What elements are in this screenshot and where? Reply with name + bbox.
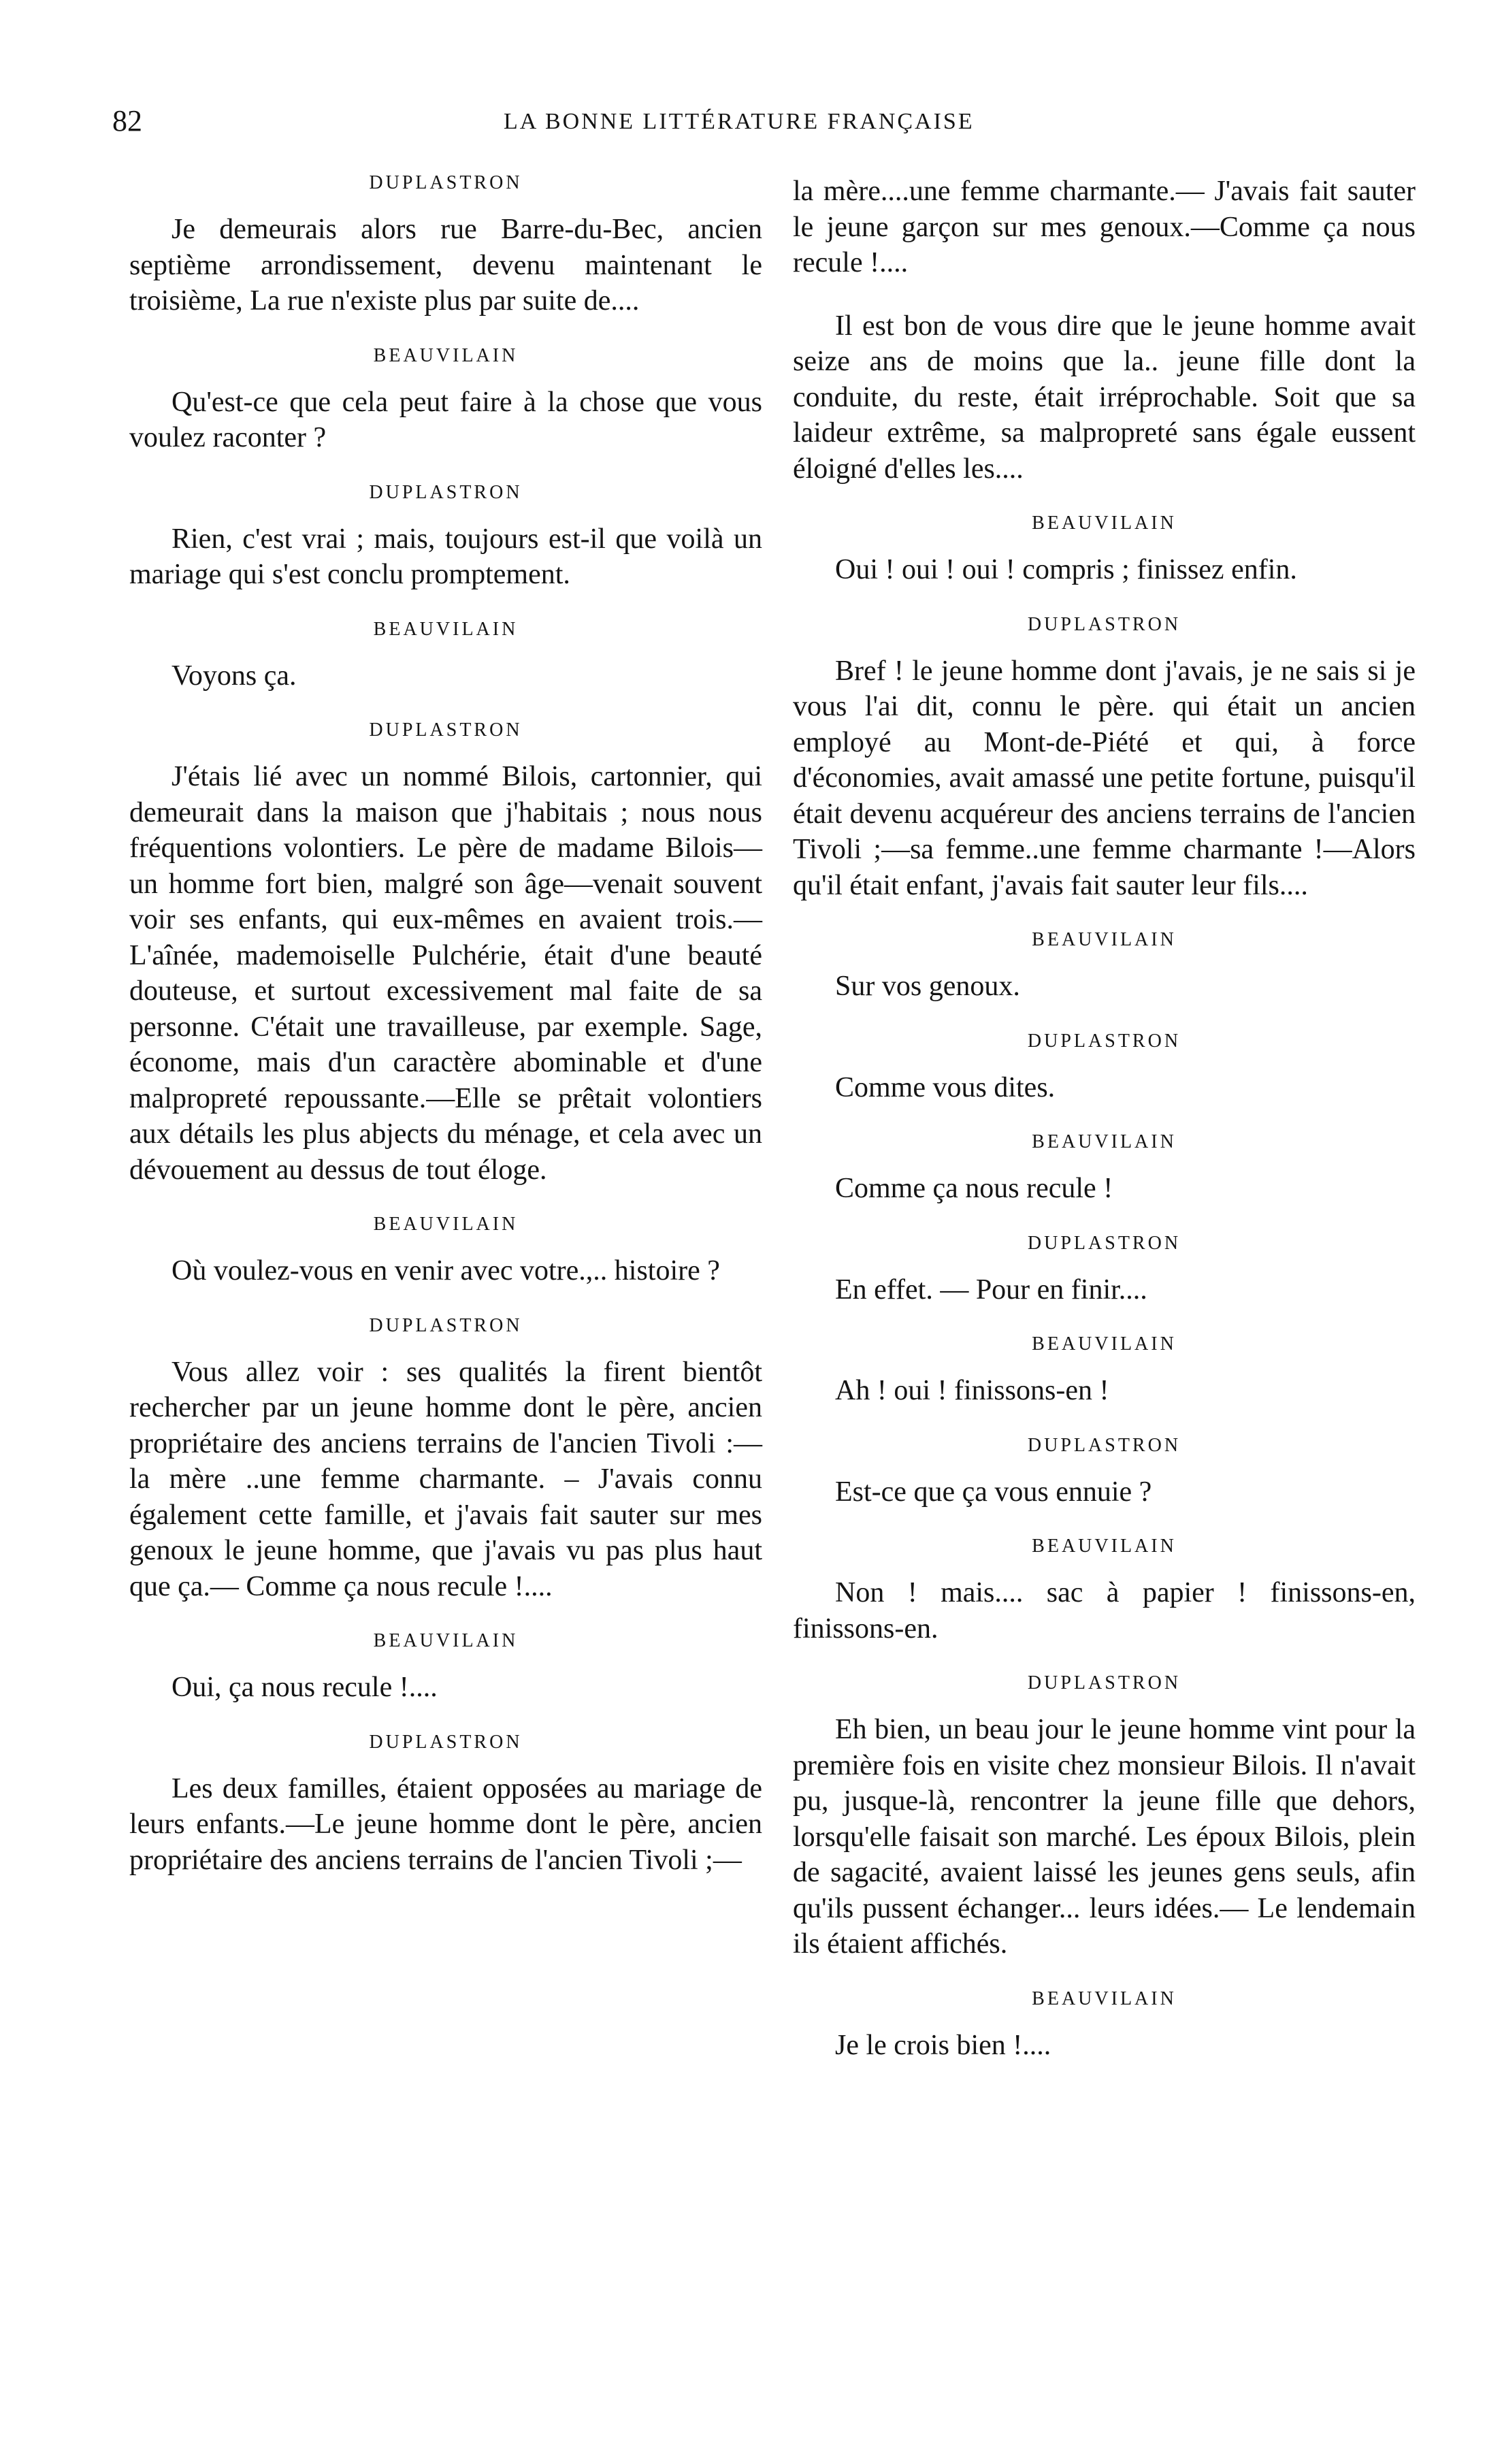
speaker-name: BEAUVILAIN xyxy=(373,1630,519,1651)
dialogue-paragraph: Eh bien, un beau jour le jeune homme vint pour la première fois en visite chez monsieur Bilois. Il n'avait pu, jusque-là, rencontrer la jeune fille que dehors, lorsqu'elle faisait son marché. Les époux Bilois, plein de sagacité, avaient laissé les jeunes gens seuls, afin qu'ils pussent échanger... leurs idées.— Le lendemain ils étaient affichés. xyxy=(793,1714,1416,1960)
speaker-name: DUPLASTRON xyxy=(369,1731,523,1753)
dialogue-paragraph: Vous allez voir : ses qualités la firent bientôt rechercher par un jeune homme dont le père, ancien propriétaire des anciens terrains de l'ancien Tivoli :—la mère ..une femme charmante. – J'avais connu également cette famille, et j'avais fait sauter sur mes genoux le jeune homme, que j'avais vu pas plus haut que ça.— Comme ça nous recule !.... xyxy=(129,1356,762,1602)
dialogue-paragraph: Comme ça nous recule ! xyxy=(835,1173,1113,1204)
speaker-name: BEAUVILAIN xyxy=(373,618,519,640)
dialogue-paragraph: Qu'est-ce que cela peut faire à la chose que vous voulez raconter ? xyxy=(129,386,762,453)
speaker-name: BEAUVILAIN xyxy=(1032,513,1177,534)
dialogue-paragraph: Bref ! le jeune homme dont j'avais, je ne sais si je vous l'ai dit, connu le père. qui était un ancien employé au Mont-de-Piété et qui, à force d'économies, avait amassé une petite fortune, puisqu'il était devenu acquéreur des anciens terrains de l'ancien Tivoli ;—sa femme..une femme charmante !—Alors qu'il était enfant, j'avais fait sauter leur fils.... xyxy=(793,655,1416,901)
dialogue-paragraph: Sur vos genoux. xyxy=(835,971,1020,1002)
dialogue-paragraph: Rien, c'est vrai ; mais, toujours est-il que voilà un mariage qui s'est conclu promptement. xyxy=(129,523,762,590)
speaker-name: BEAUVILAIN xyxy=(1032,1988,1177,2009)
speaker-name: DUPLASTRON xyxy=(369,481,523,503)
speaker-name: BEAUVILAIN xyxy=(1032,1536,1177,1557)
dialogue-paragraph: Je demeurais alors rue Barre-du-Bec, ancien septième arrondissement, devenu maintenant le troisième, La rue n'existe plus par suite de.... xyxy=(129,214,762,317)
speaker-name: BEAUVILAIN xyxy=(1032,1333,1177,1355)
speaker-name: BEAUVILAIN xyxy=(1032,929,1177,950)
speaker-name: DUPLASTRON xyxy=(369,719,523,741)
speaker-name: DUPLASTRON xyxy=(1027,613,1181,635)
speaker-name: DUPLASTRON xyxy=(1027,1672,1181,1693)
speaker-name: DUPLASTRON xyxy=(369,172,523,193)
speaker-name: DUPLASTRON xyxy=(369,1314,523,1336)
dialogue-paragraph: Voyons ça. xyxy=(172,660,297,692)
dialogue-paragraph: En effet. — Pour en finir.... xyxy=(835,1274,1147,1306)
dialogue-paragraph: Non ! mais.... sac à papier ! finissons-en, finissons-en. xyxy=(793,1577,1416,1644)
dialogue-paragraph: Où voulez-vous en venir avec votre.,.. histoire ? xyxy=(172,1255,720,1286)
dialogue-paragraph: Comme vous dites. xyxy=(835,1071,1056,1103)
speaker-name: DUPLASTRON xyxy=(1027,1434,1181,1456)
left-column xyxy=(129,174,762,1905)
dialogue-paragraph: Oui ! oui ! oui ! compris ; finissez enfin. xyxy=(835,554,1297,585)
speaker-name: BEAUVILAIN xyxy=(373,344,519,366)
right-column xyxy=(793,174,1416,2090)
speaker-name: DUPLASTRON xyxy=(1027,1030,1181,1052)
dialogue-paragraph: Est-ce que ça vous ennuie ? xyxy=(835,1476,1152,1508)
speaker-name: BEAUVILAIN xyxy=(373,1214,519,1235)
dialogue-paragraph: Je le crois bien !.... xyxy=(835,2029,1051,2061)
page-number: 82 xyxy=(112,104,142,137)
dialogue-paragraph: Ah ! oui ! finissons-en ! xyxy=(835,1375,1109,1406)
dialogue-paragraph: Les deux familles, étaient opposées au mariage de leurs enfants.—Le jeune homme dont le père, ancien propriétaire des anciens terrains de l'ancien Tivoli ;— xyxy=(129,1772,762,1876)
dialogue-paragraph: J'étais lié avec un nommé Bilois, cartonnier, qui demeurait dans la maison que j'habitais ; nous nous fréquentions volontiers. Le père de madame Bilois—un homme fort bien, malgré son âge—venait souvent voir ses enfants, qui eux-mêmes en avaient trois.—L'aînée, mademoiselle Pulchérie, était d'une beauté douteuse, et surtout excessivement mal faite de sa personne. C'était une travailleuse, par exemple. Sage, économe, mais d'un caractère abominable et d'une malpropreté repoussante.—Elle se prêtait volontiers aux détails les plus abjects du ménage, et cela avec un dévouement au dessus de tout éloge. xyxy=(129,761,762,1186)
running-head: LA BONNE LITTÉRATURE FRANÇAISE xyxy=(504,109,975,134)
dialogue-paragraph: Oui, ça nous recule !.... xyxy=(172,1672,438,1703)
speaker-name: BEAUVILAIN xyxy=(1032,1131,1177,1152)
speaker-name: DUPLASTRON xyxy=(1027,1232,1181,1254)
dialogue-paragraph: la mère....une femme charmante.— J'avais fait sauter le jeune garçon sur mes genoux.—Comme ça nous recule !.... xyxy=(793,176,1416,278)
dialogue-paragraph: Il est bon de vous dire que le jeune homme avait seize ans de moins que la.. jeune fille dont la conduite, du reste, était irréprochable. Soit que sa laideur extrême, sa malpropreté sans égale eussent éloigné d'elles les.... xyxy=(793,310,1416,485)
